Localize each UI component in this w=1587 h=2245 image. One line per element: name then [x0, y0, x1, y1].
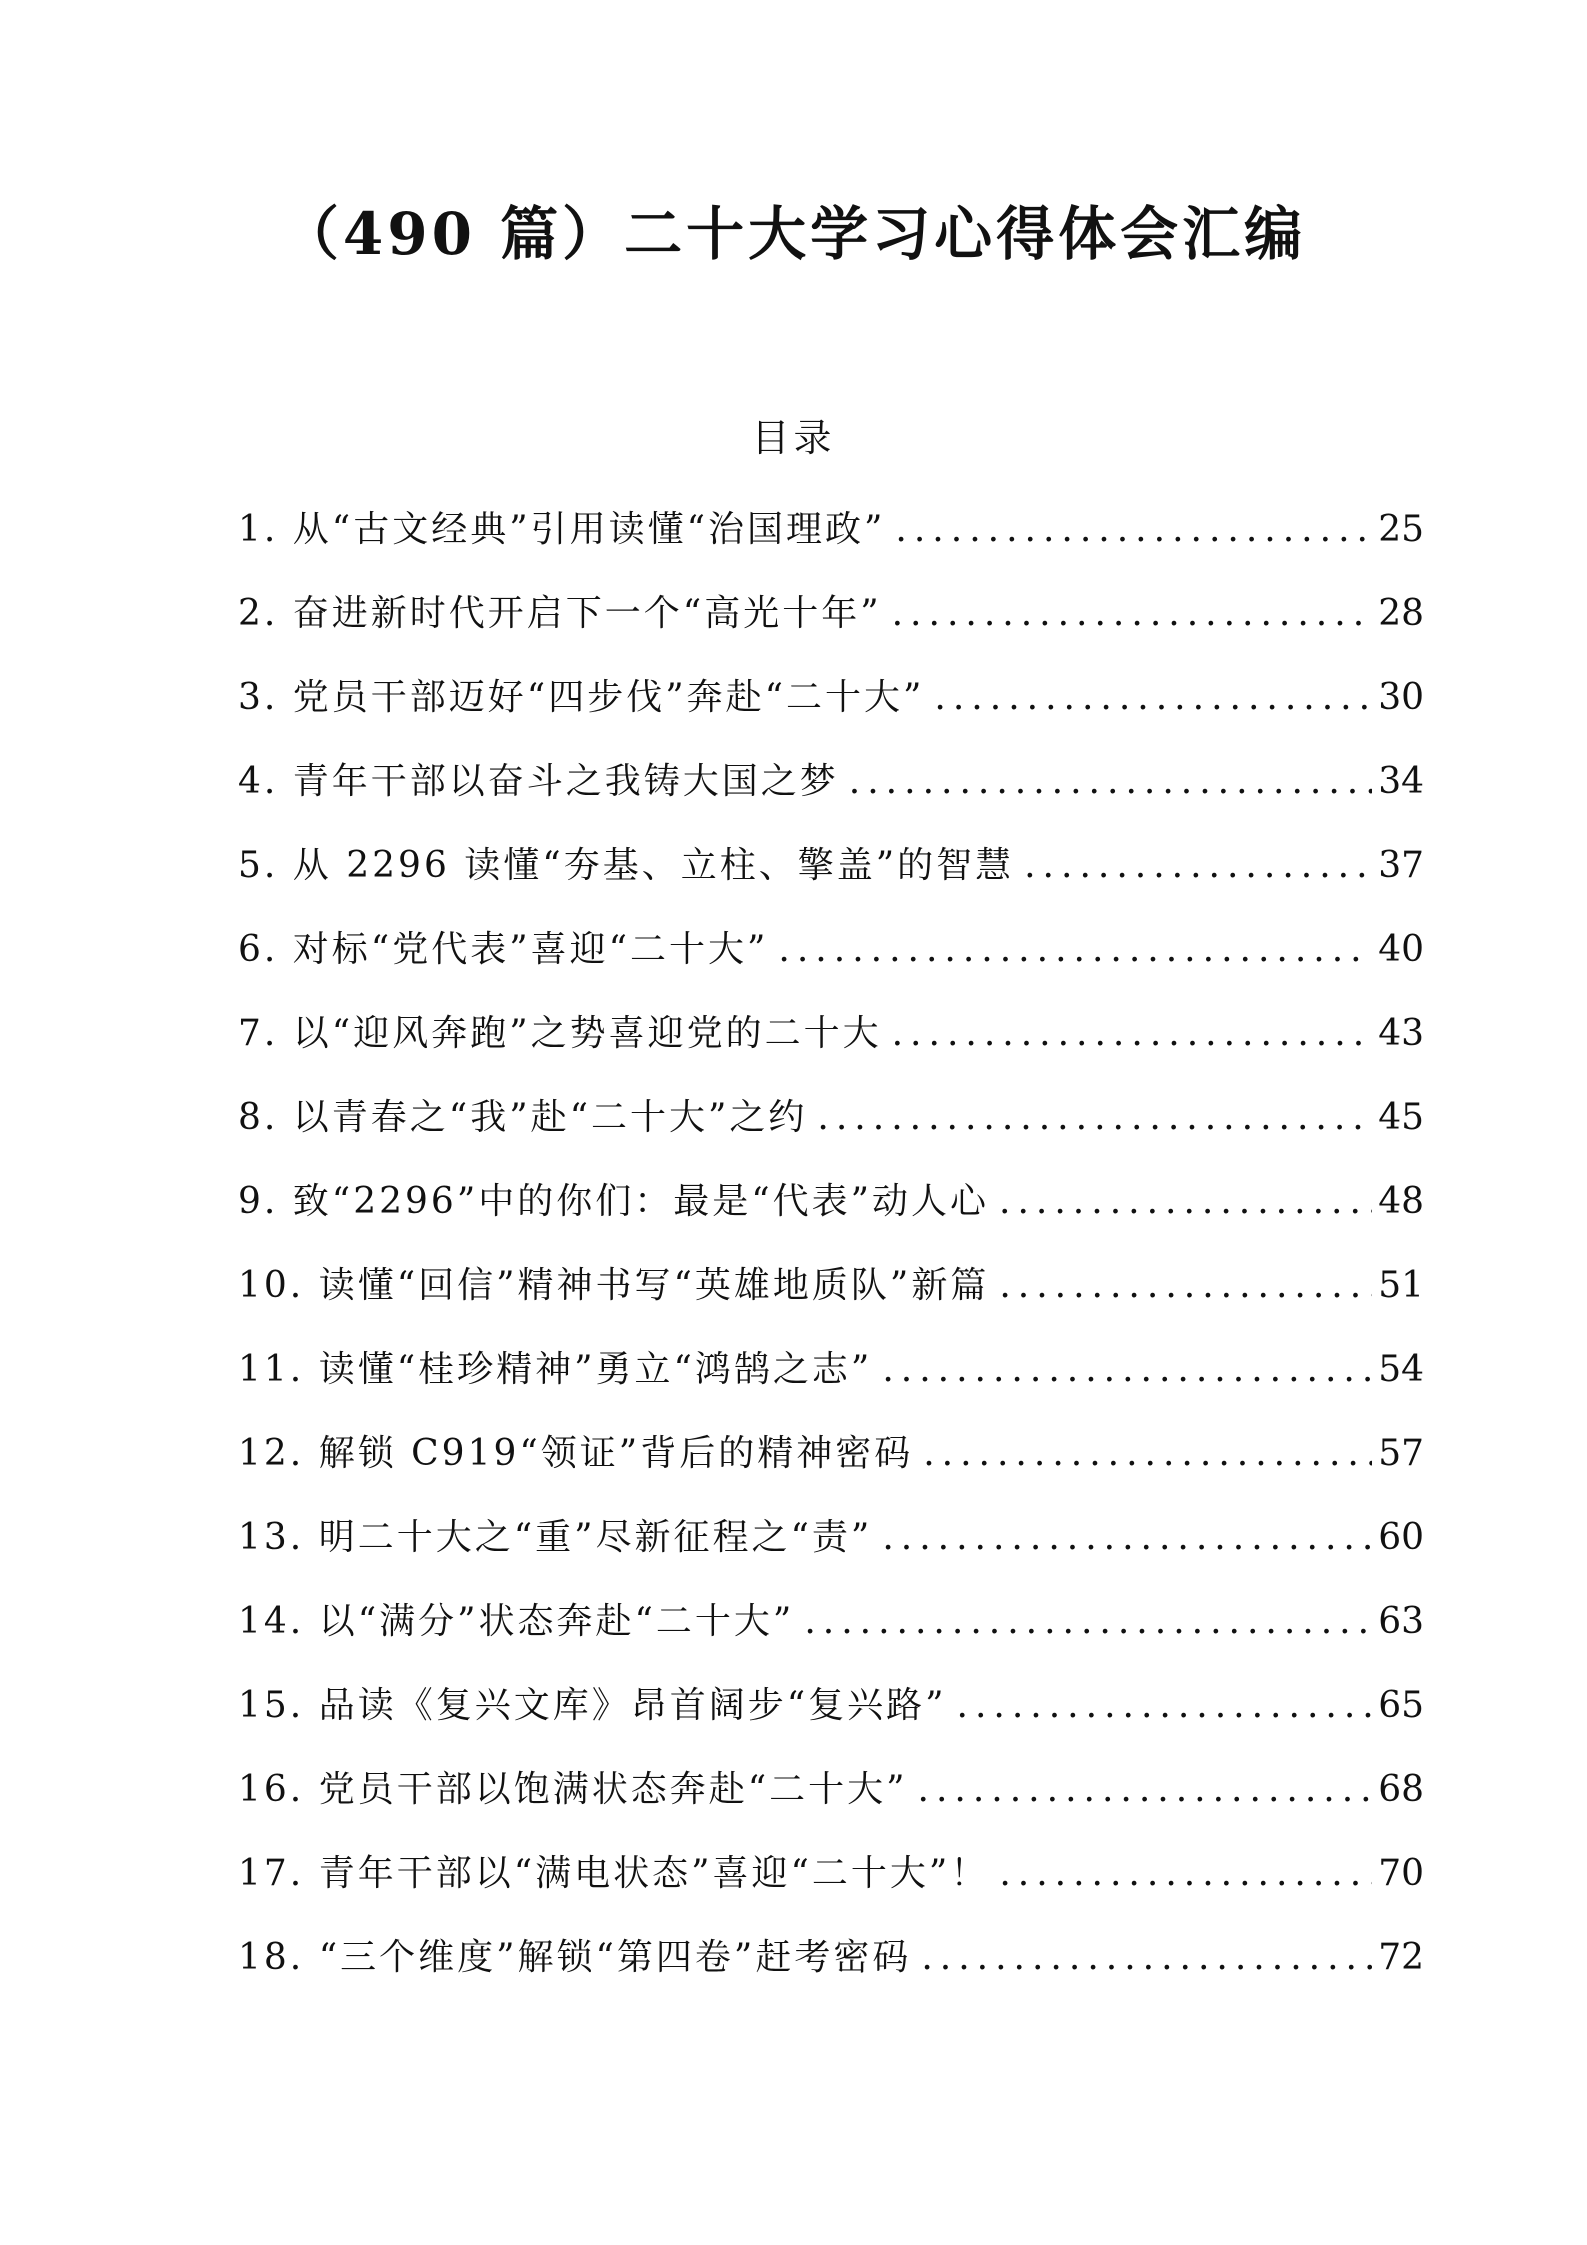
toc-entry-title: 8. 以青春之“我”赴“二十大”之约: [238, 1097, 808, 1138]
toc-page-number: 34: [1378, 761, 1424, 802]
toc-entry-15[interactable]: [238, 1676, 1424, 1760]
toc-page-number: 25: [1378, 509, 1424, 550]
toc-entry-title: 12. 解锁 C919“领证”背后的精神密码: [238, 1433, 914, 1474]
toc-entry-8[interactable]: [238, 1088, 1424, 1172]
toc-entry-4[interactable]: [238, 752, 1424, 836]
toc-dot-leader: [817, 1088, 1372, 1148]
toc-dot-leader: [882, 1340, 1372, 1400]
toc-dot-leader: [957, 1676, 1373, 1736]
toc-dot-leader: [895, 500, 1372, 560]
toc-entry-6[interactable]: [238, 920, 1424, 1004]
toc-entry-title: 10. 读懂“回信”精神书写“英雄地质队”新篇: [238, 1265, 990, 1306]
toc-entry-title: 4. 青年干部以奋斗之我铸大国之梦: [238, 761, 839, 802]
toc-page-number: 70: [1378, 1853, 1424, 1894]
toc-dot-leader: [999, 1172, 1372, 1232]
toc-page-number: 60: [1378, 1517, 1424, 1558]
toc-entry-title: 15. 品读《复兴文库》昂首阔步“复兴路”: [238, 1685, 947, 1726]
toc-entry-7[interactable]: [238, 1004, 1424, 1088]
toc-entry-title: 7. 以“迎风奔跑”之势喜迎党的二十大: [238, 1013, 882, 1054]
toc-dot-leader: [892, 1004, 1373, 1064]
toc-dot-leader: [892, 584, 1373, 644]
toc-dot-leader: [918, 1760, 1373, 1820]
toc-page-number: 48: [1378, 1181, 1424, 1222]
toc-entry-12[interactable]: [238, 1424, 1424, 1508]
toc-page-number: 37: [1378, 845, 1424, 886]
toc-entry-title: 2. 奋进新时代开启下一个“高光十年”: [238, 593, 882, 634]
toc-entry-14[interactable]: [238, 1592, 1424, 1676]
toc-page-number: 28: [1378, 593, 1424, 634]
toc-page-number: 54: [1378, 1349, 1424, 1390]
toc-entry-title: 5. 从 2296 读懂“夯基、立柱、擎盖”的智慧: [238, 845, 1015, 886]
toc-page-number: 40: [1378, 929, 1424, 970]
toc-entry-title: 13. 明二十大之“重”尽新征程之“责”: [238, 1517, 873, 1558]
toc-entry-title: 14. 以“满分”状态奔赴“二十大”: [238, 1601, 795, 1642]
toc-entry-title: 6. 对标“党代表”喜迎“二十大”: [238, 929, 769, 970]
toc-dot-leader: [778, 920, 1372, 980]
toc-page-number: 72: [1378, 1937, 1424, 1978]
toc-entry-16[interactable]: [238, 1760, 1424, 1844]
toc-entry-title: 11. 读懂“桂珍精神”勇立“鸿鹄之志”: [238, 1349, 873, 1390]
toc-entry-2[interactable]: [238, 584, 1424, 668]
toc-entry-title: 1. 从“古文经典”引用读懂“治国理政”: [238, 509, 886, 550]
toc-dot-leader: [804, 1592, 1372, 1652]
toc-entry-title: 9. 致“2296”中的你们：最是“代表”动人心: [238, 1181, 990, 1222]
toc-dot-leader: [923, 1424, 1372, 1484]
toc-entry-3[interactable]: [238, 668, 1424, 752]
toc-entry-18[interactable]: [238, 1928, 1424, 2012]
toc-entry-10[interactable]: [238, 1256, 1424, 1340]
toc-entry-title: 16. 党员干部以饱满状态奔赴“二十大”: [238, 1769, 908, 1810]
toc-page-number: 45: [1378, 1097, 1424, 1138]
toc-page-number: 43: [1378, 1013, 1424, 1054]
document-title: （490 篇）二十大学习心得体会汇编: [280, 200, 1307, 268]
toc-entry-17[interactable]: [238, 1844, 1424, 1928]
toc-entry-title: 3. 党员干部迈好“四步伐”奔赴“二十大”: [238, 677, 925, 718]
toc-entry-1[interactable]: [238, 500, 1424, 584]
toc-dot-leader: [934, 668, 1372, 728]
toc-heading: 目录: [751, 416, 836, 460]
toc-dot-leader: [999, 1256, 1372, 1316]
toc-dot-leader: [1024, 836, 1372, 896]
toc-page-number: 65: [1378, 1685, 1424, 1726]
toc-page-number: 30: [1378, 677, 1424, 718]
table-of-contents: [238, 500, 1424, 2012]
toc-page-number: 68: [1378, 1769, 1424, 1810]
toc-dot-leader: [849, 752, 1372, 812]
toc-entry-13[interactable]: [238, 1508, 1424, 1592]
toc-dot-leader: [882, 1508, 1372, 1568]
toc-entry-11[interactable]: [238, 1340, 1424, 1424]
toc-entry-5[interactable]: [238, 836, 1424, 920]
toc-dot-leader: [921, 1928, 1372, 1988]
toc-page-number: 51: [1378, 1265, 1424, 1306]
toc-entry-9[interactable]: [238, 1172, 1424, 1256]
toc-entry-title: 17. 青年干部以“满电状态”喜迎“二十大”！: [238, 1853, 990, 1894]
toc-page-number: 57: [1378, 1433, 1424, 1474]
toc-entry-title: 18. “三个维度”解锁“第四卷”赶考密码: [238, 1937, 912, 1978]
toc-dot-leader: [999, 1844, 1372, 1904]
toc-page-number: 63: [1378, 1601, 1424, 1642]
